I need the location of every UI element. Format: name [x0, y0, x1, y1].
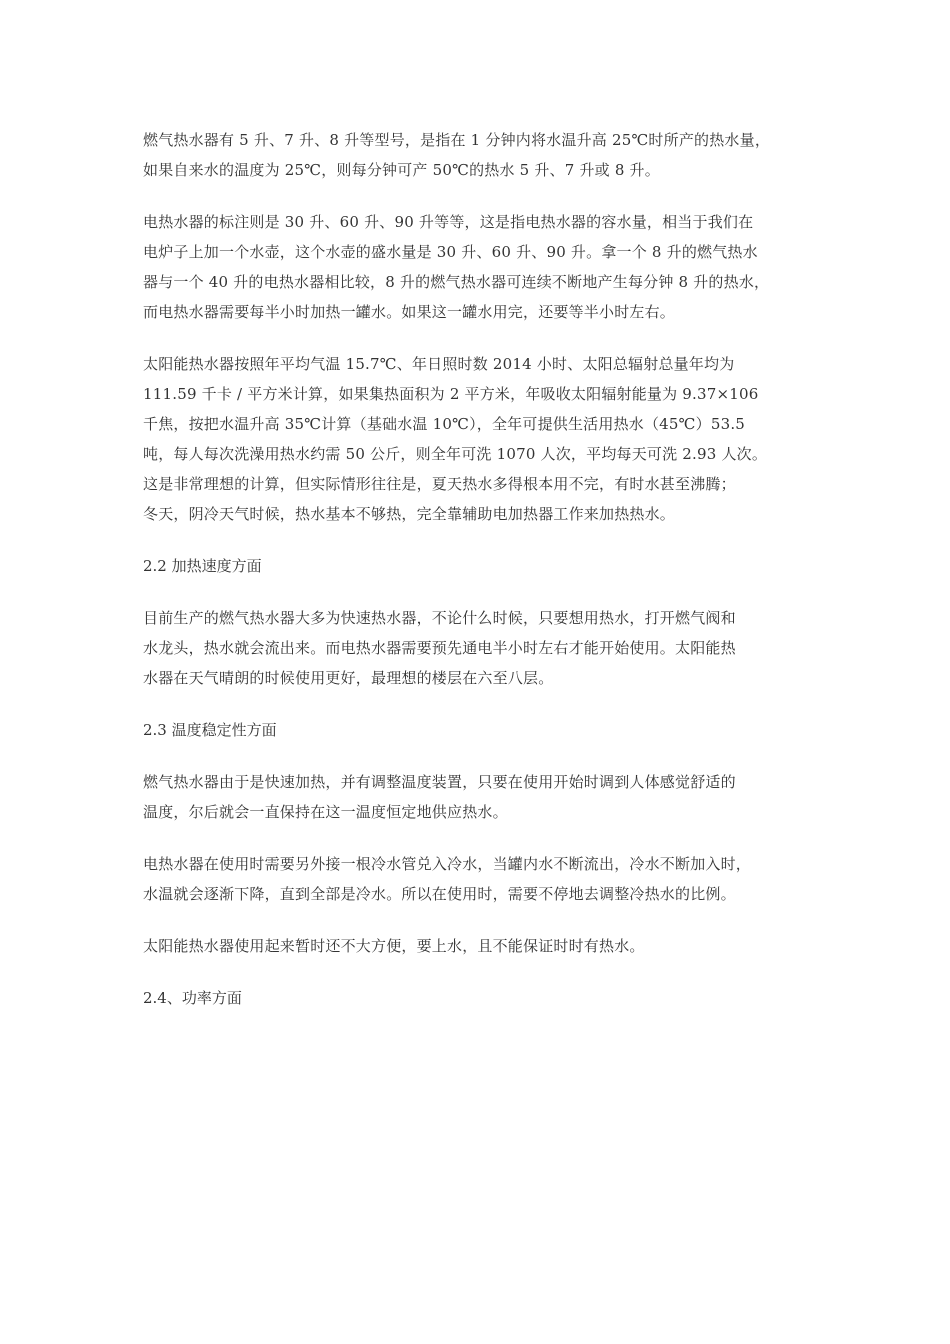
paragraph — [143, 849, 813, 909]
paragraph-line: 电热水器的标注则是 30 升、60 升、90 升等等，这是指电热水器的容水量，相当于我们在 — [143, 213, 754, 231]
paragraph-line: 电炉子上加一个水壶，这个水壶的盛水量是 30 升、60 升、90 升。拿一个 8 升的燃气热水 — [143, 243, 758, 261]
paragraph-line: 111.59 千卡 / 平方米计算，如果集热面积为 2 平方米，年吸收太阳辐射能量为 9.37×106 — [143, 385, 759, 403]
paragraph-line: 燃气热水器有 5 升、7 升、8 升等型号，是指在 1 分钟内将水温升高 25℃时所产的热水量， — [143, 131, 771, 149]
paragraph-line: 器与一个 40 升的电热水器相比较，8 升的燃气热水器可连续不断地产生每分钟 8 升的热水， — [143, 273, 770, 291]
paragraph — [143, 125, 813, 185]
paragraph-line: 吨，每人每次洗澡用热水约需 50 公斤，则全年可洗 1070 人次，平均每天可洗 2.93 人次。 — [143, 445, 768, 463]
paragraph-line: 燃气热水器由于是快速加热，并有调整温度装置，只要在使用开始时调到人体感觉舒适的 — [143, 773, 736, 791]
paragraph-line: 水龙头，热水就会流出来。而电热水器需要预先通电半小时左右才能开始使用。太阳能热 — [143, 639, 736, 657]
paragraph — [143, 207, 813, 327]
document-body — [143, 125, 813, 1035]
paragraph-line: 水器在天气晴朗的时候使用更好，最理想的楼层在六至八层。 — [143, 669, 554, 687]
paragraph-line: 这是非常理想的计算，但实际情形往往是，夏天热水多得根本用不完，有时水甚至沸腾； — [143, 475, 736, 493]
paragraph-line: 太阳能热水器按照年平均气温 15.7℃、年日照时数 2014 小时、太阳总辐射总量年均为 — [143, 355, 735, 373]
paragraph-line: 目前生产的燃气热水器大多为快速热水器，不论什么时候，只要想用热水，打开燃气阀和 — [143, 609, 736, 627]
paragraph — [143, 603, 813, 693]
paragraph — [143, 931, 813, 961]
section-heading: 2.4、功率方面 — [143, 989, 242, 1007]
paragraph-line: 太阳能热水器使用起来暂时还不大方便，要上水，且不能保证时时有热水。 — [143, 937, 645, 955]
paragraph-line: 冬天，阴冷天气时候，热水基本不够热，完全靠辅助电加热器工作来加热热水。 — [143, 505, 676, 523]
section-heading: 2.3 温度稳定性方面 — [143, 721, 277, 739]
paragraph-line: 千焦，按把水温升高 35℃计算（基础水温 10℃），全年可提供生活用热水（45℃）53.5 — [143, 415, 746, 433]
paragraph-line: 如果自来水的温度为 25℃，则每分钟可产 50℃的热水 5 升、7 升或 8 升。 — [143, 161, 660, 179]
paragraph-line: 电热水器在使用时需要另外接一根冷水管兑入冷水，当罐内水不断流出，冷水不断加入时， — [143, 855, 752, 873]
paragraph-line: 温度，尔后就会一直保持在这一温度恒定地供应热水。 — [143, 803, 508, 821]
section-heading: 2.2 加热速度方面 — [143, 557, 262, 575]
paragraph-line: 水温就会逐渐下降，直到全部是冷水。所以在使用时，需要不停地去调整冷热水的比例。 — [143, 885, 736, 903]
paragraph-line: 而电热水器需要每半小时加热一罐水。如果这一罐水用完，还要等半小时左右。 — [143, 303, 676, 321]
paragraph — [143, 767, 813, 827]
paragraph — [143, 349, 813, 529]
